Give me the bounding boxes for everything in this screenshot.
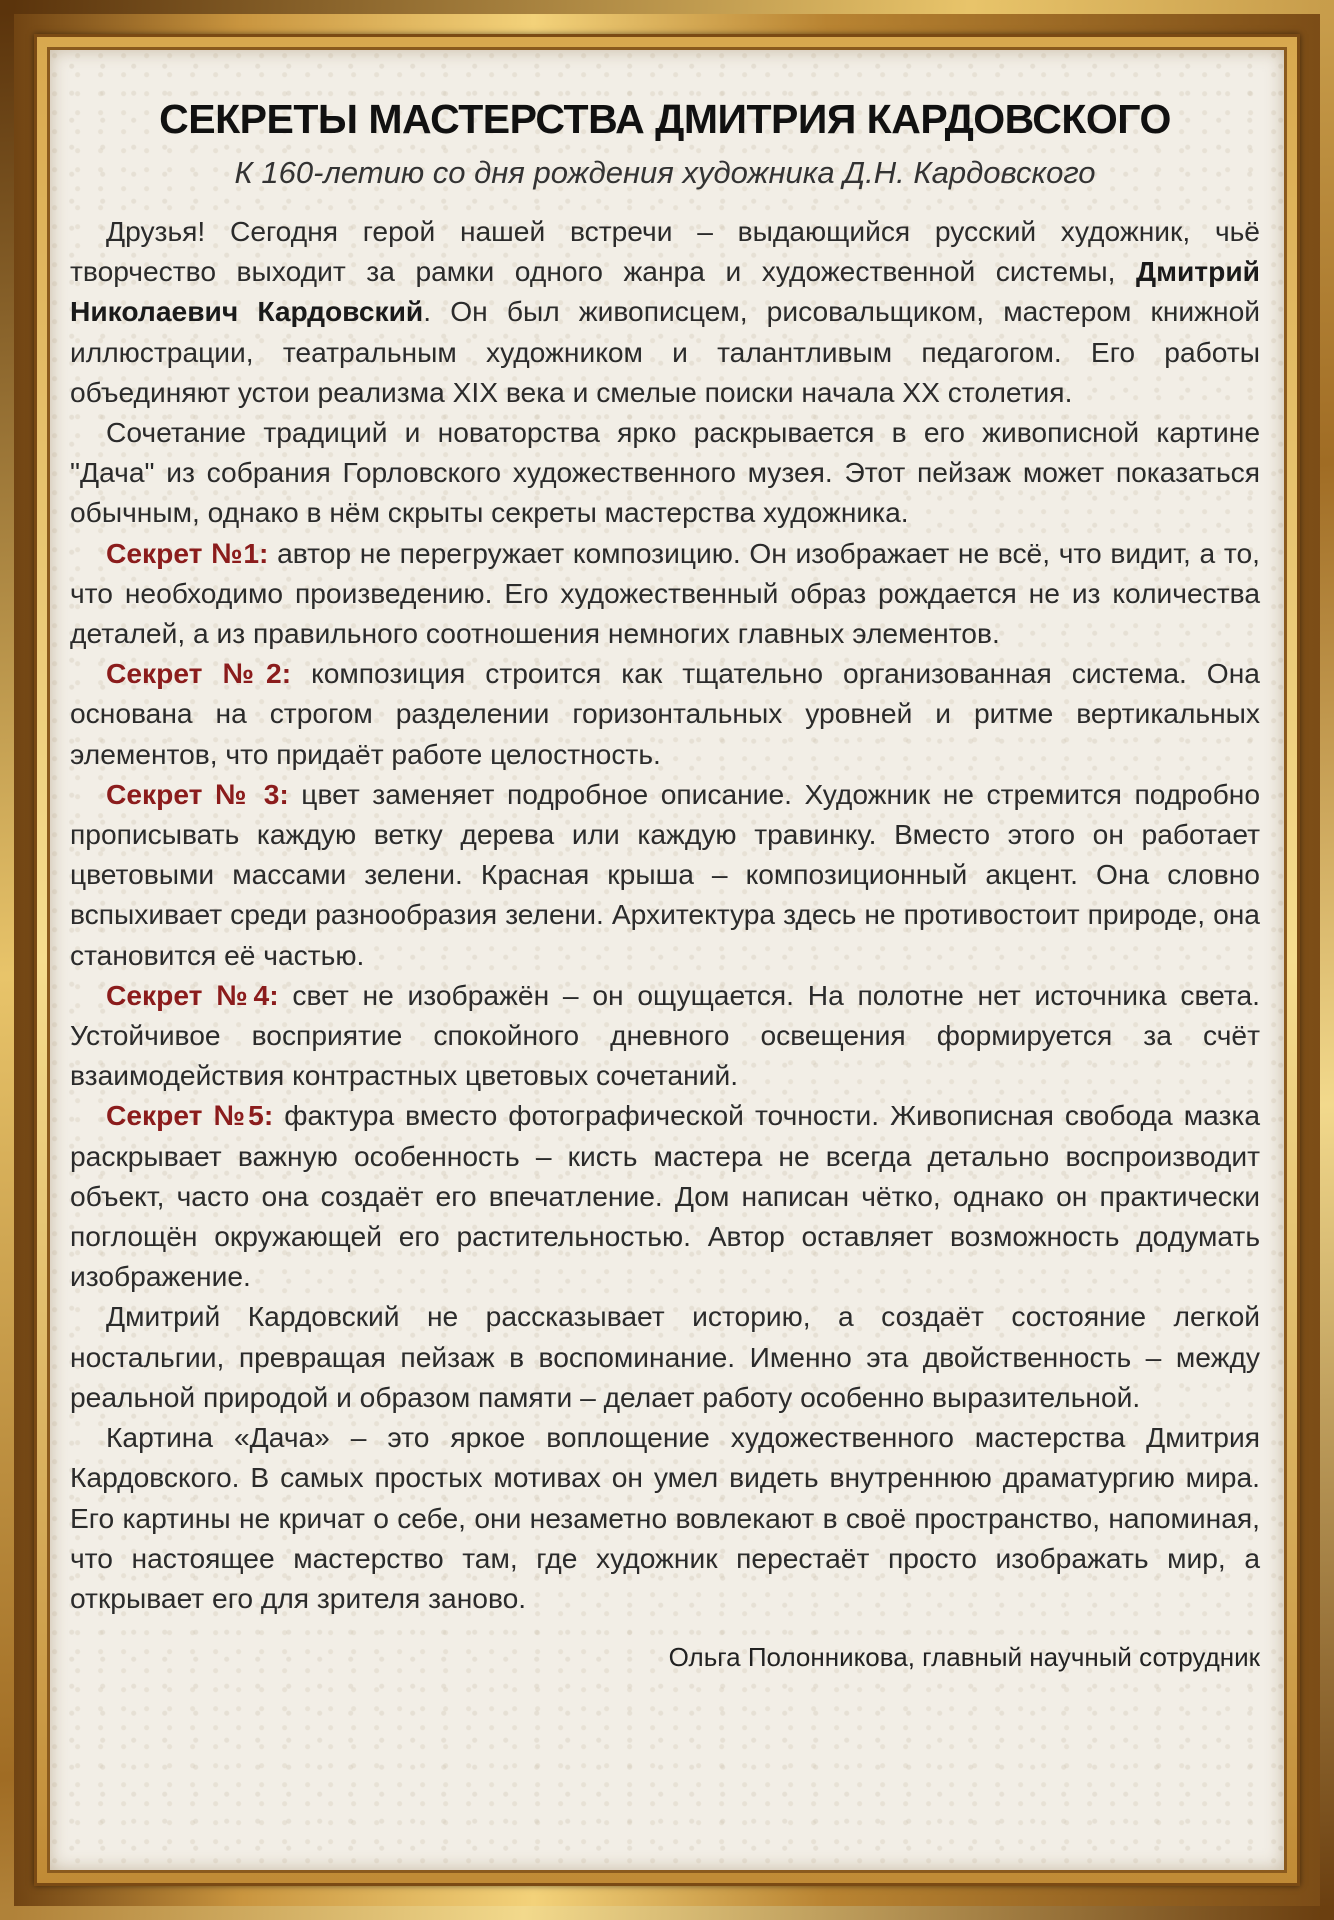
- secret-paragraph-1: [70, 533, 1260, 654]
- secret-text: автор не перегружает композицию. Он изображает не всё, что видит, а то, что необходимо произведению. Его художественный образ рождается не из количества деталей, а из правильного соотношения немногих главных элементов.: [70, 536, 1260, 650]
- intro-text-start: Друзья! Сегодня герой нашей встречи – выдающийся русский художник, чьё творчество выходит за рамки одного жанра и художественной системы,: [70, 215, 1260, 288]
- artist-name: Дмитрий Николаевич Кардовский: [70, 255, 1260, 328]
- secret-label: Секрет №2:: [106, 657, 292, 690]
- page-subtitle: К 160-летию со дня рождения художника Д.Н. Кардовского: [234, 155, 1096, 190]
- secret-paragraph-4: [70, 975, 1260, 1096]
- outro-paragraph-1: Дмитрий Кардовский не рассказывает историю, а создаёт состояние легкой ностальгии, превращая пейзаж в воспоминание. Именно эта двойственность – между реальной природой и образом памяти – делает работу особенно выразительной.: [70, 1300, 1260, 1413]
- secret-text: свет не изображён – он ощущается. На полотне нет источника света. Устойчивое восприятие спокойного дневного освещения формируется за счёт взаимодействия контрастных цветовых сочетаний.: [70, 978, 1260, 1092]
- outro-paragraph-2: Картина «Дача» – это яркое воплощение художественного мастерства Дмитрия Кардовского. В самых простых мотивах он умел видеть внутреннюю драматургию мира. Его картины не кричат о себе, они незаметно вовлекают в своё пространство, напоминая, что настоящее мастерство там, где художник перестаёт просто изображать мир, а открывает его для зрителя заново.: [70, 1421, 1260, 1614]
- author-signature: Ольга Полонникова, главный научный сотрудник: [668, 1642, 1260, 1673]
- secret-label: Секрет №5:: [106, 1099, 274, 1132]
- intro-text-end: . Он был живописцем, рисовальщиком, мастером книжной иллюстрации, театральным художником и талантливым педагогом. Его работы объединяют устои реализма XIX века и смелые поиски начала XX столетия.: [70, 295, 1260, 408]
- secret-paragraph-5: [70, 1095, 1260, 1296]
- secret-text: цвет заменяет подробное описание. Художник не стремится подробно прописывать каждую ветку дерева или каждую травинку. Вместо этого он работает цветовыми массами зелени. Красная крыша – композиционный акцент. Она словно вспыхивает среди разнообразия зелени. Архитектура здесь не противостоит природе, она становится её частью.: [70, 777, 1260, 971]
- intro-paragraph-2: Сочетание традиций и новаторства ярко раскрывается в его живописной картине "Дача" из собрания Горловского художественного музея. Этот пейзаж может показаться обычным, однако в нём скрыты секреты мастерства художника.: [70, 416, 1260, 529]
- intro-paragraph-1: [70, 211, 1260, 412]
- secret-label: Секрет №1:: [106, 536, 269, 569]
- article: [70, 96, 1260, 1673]
- secret-label: Секрет № 3:: [106, 777, 289, 810]
- secret-text: фактура вместо фотографической точности. Живописная свобода мазка раскрывает важную особенность – кисть мастера не всегда детально воспроизводит объект, часто она создаёт его впечатление. Дом написан чётко, однако он практически поглощён окружающей его растительностью. Автор оставляет возможность додумать изображение.: [70, 1099, 1260, 1293]
- secret-paragraph-2: [70, 653, 1260, 774]
- page-title: СЕКРЕТЫ МАСТЕРСТВА ДМИТРИЯ КАРДОВСКОГО: [159, 96, 1171, 142]
- secret-paragraph-3: [70, 774, 1260, 975]
- secret-text: композиция строится как тщательно организованная система. Она основана на строгом разделении горизонтальных уровней и ритме вертикальных элементов, что придаёт работе целостность.: [70, 657, 1260, 770]
- secret-label: Секрет №4:: [106, 978, 279, 1011]
